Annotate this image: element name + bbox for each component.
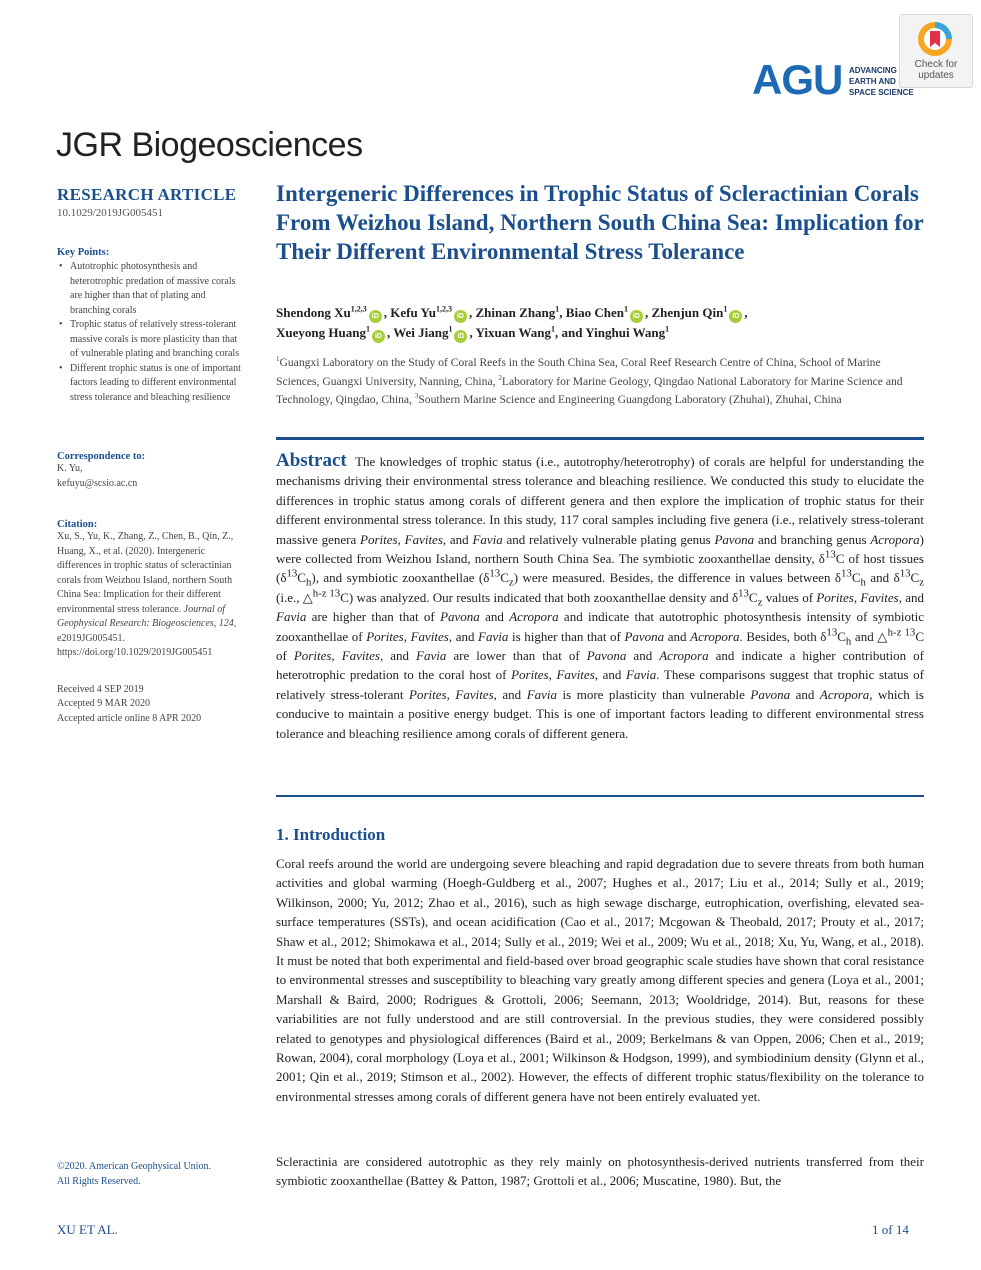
article-title: Intergeneric Differences in Trophic Status of Scleractinian Corals From Weizhou Island, Northern South China Sea: Implication for Their Different Environmental Stress Tolerance bbox=[276, 181, 924, 264]
key-points-list bbox=[57, 260, 242, 405]
orcid-icon[interactable]: iD bbox=[454, 330, 467, 343]
agu-logo-mark: AGU bbox=[752, 56, 843, 103]
key-point: • Autotrophic photosynthesis and heterotrophic predation of massive corals are higher than that of plating and branching corals bbox=[57, 260, 242, 318]
abstract: Abstract The knowledges of trophic status (i.e., autotrophy/heterotrophy) of corals are helpful for understanding the mechanisms driving their environmental stress tolerance and bleaching resilience. We conducted this study to elucidate the differences in trophic status among corals of different genera and then explore the implication of trophic status for their different environmental stress tolerance. In this study, 117 coral samples including five genera (i.e., relatively stress-tolerant massive genera Porites, Favites, and Favia and relatively vulnerable plating genus Pavona and branching genus Acropora) were collected from Weizhou Island, northern South China Sea. The symbiotic zooxanthellae density, $\delta^{13}C$ of host tissues $(\delta^{13}C_h)$, and symbiotic zooxanthellae $(\delta^{13}C_z)$ were measured. Besides, the difference in values between $\delta^{13}C_h$ and $\delta^{13}C_z$ (i.e., △$^{h-z 13}$C) was analyzed. Our results indicated that both zooxanthellae density and $\delta^{13}C_z$ values of Porites, Favites, and Favia are higher than that of Pavona and Acropora and indicate that autotrophic photosynthesis intensity of symbiotic zooxanthellae of Porites, Favites, and Favia is higher than that of Pavona and Acropora. Besides, both $\delta^{13}C_h$ and △$^{h-z 13}$C of Porites, Favites, and Favia are lower than that of Pavona and Acropora and indicate a higher contribution of heterotrophic predation to the coral host of Porites, Favites, and Favia. These comparisons suggest that trophic status of relatively stress-tolerant Porites, Favites, and Favia is more plasticity than vulnerable Pavona and Acropora, which is conducive to maintain a positive energy budget. This is one of important factors leading to different environmental stress tolerance and bleaching resilience among corals of different genera. bbox=[276, 450, 925, 741]
sidebar bbox=[57, 185, 242, 726]
abstract-label: Abstract bbox=[276, 450, 347, 471]
check-for-updates-label: Check for updates bbox=[914, 59, 958, 81]
orcid-icon[interactable]: iD bbox=[729, 310, 742, 323]
citation-text: Xu, S., Yu, K., Zhang, Z., Chen, B., Qin, Z., Huang, X., et al. (2020). Intergeneric differences in trophic status of scleractinian corals from Weizhou Island, northern South China Sea: Implication for their different environmental stress tolerance. Journal of Geophysical Research: Biogeosciences, 124, e2019JG005451. https://doi.org/10.1029/2019JG005451 bbox=[57, 531, 237, 658]
correspondence-name: K. Yu, bbox=[57, 463, 83, 474]
divider bbox=[276, 437, 924, 440]
bookmark-icon bbox=[917, 21, 953, 57]
intro-paragraph: Coral reefs around the world are undergoing severe bleaching and rapid degradation due to severe threats from both human activities and global warming (Hoegh-Guldberg et al., 2007; Hughes et al., 2017; Liu et al., 2014; Sully et al., 2019; Wilkinson, 2000; Yu, 2012; Zhao et al., 2016), such as high sewage discharge, eutrophication, overfishing, elevated sea-surface temperatures (SSTs), and ocean acidification (Cao et al., 2017; Mcgowan & Theobald, 2017; Prouty et al., 2017; Shaw et al., 2012; Shimokawa et al., 2014; Sully et al., 2019; Wei et al., 2009; Wu et al., 2018; Xu, Yu, Wang, et al., 2018). It must be noted that both experimental and field-based over broad geographic scale studies have shown that coral resistance to environmental stresses and susceptibility to bleaching vary greatly among different species and genera (Loya et al., 2001; Marshall & Baird, 2000; Rodrigues & Grottoli, 2006; Seemann, 2013; Wooldridge, 2014). But, reasons for these variabilities are not fully understood and are still controversial. In the previous studies, they were considered possibly related to genotypes and physiological differences (Baird et al., 2009; Berkelmans & van Oppen, 2006; Chen et al., 2019; Rowan, 2004), coral morphology (Loya et al., 2001; Wilkinson & Hodgson, 1999), and symbiodinium density (Glynn et al., 2001; Qin et al., 2019; Stimson et al., 2002). However, the effects of different trophic status/flexibility on the tolerance to environmental stresses among corals of different genera have not been entirely evaluated yet. bbox=[276, 856, 924, 1104]
affiliations: $^1$Guangxi Laboratory on the Study of Coral Reefs in the South China Sea, Coral Reef Research Centre of China, School of Marine Sciences, Guangxi University, Nanning, China, $^2$Laboratory for Marine Geology, Qingdao National Laboratory for Marine Science and Technology, Qingdao, China, $^3$Southern Marine Science and Engineering Guangdong Laboratory (Zhuhai), Zhuhai, China bbox=[276, 355, 903, 406]
received-date: Received 4 SEP 2019 bbox=[57, 683, 144, 695]
intro-paragraph: Scleractinia are considered autotrophic as they rely mainly on photosynthesis-derived nutrients transferred from their symbiotic zooxanthellae (Battey & Patton, 1987; Grottoli et al., 2006; Muscatine, 1980). But, the bbox=[276, 1154, 924, 1189]
accepted-date: Accepted 9 MAR 2020 bbox=[57, 698, 151, 709]
page-number: 1 of 14 bbox=[872, 1222, 909, 1237]
check-for-updates-badge[interactable] bbox=[899, 14, 973, 88]
divider bbox=[276, 795, 924, 797]
orcid-icon[interactable]: iD bbox=[372, 330, 385, 343]
citation-heading: Citation: bbox=[57, 519, 98, 530]
correspondence-heading: Correspondence to: bbox=[57, 451, 146, 462]
orcid-icon[interactable]: iD bbox=[454, 310, 467, 323]
correspondence-email[interactable]: kefuyu@scsio.ac.cn bbox=[57, 477, 138, 489]
key-point: • Trophic status of relatively stress-tolerant massive corals is more plasticity than that of vulnerable plating and branching corals bbox=[57, 318, 242, 362]
key-points-heading: Key Points: bbox=[57, 247, 110, 258]
doi[interactable]: 10.1029/2019JG005451 bbox=[57, 207, 164, 219]
author-list: Shendong Xu$^{1,2,3}$iD , Kefu Yu$^{1,2,3}$iD , Zhinan Zhang$^1$, Biao Chen$^1$iD , Zhenjun Qin$^1$iD , Xueyong Huang$^1$iD , Wei Jiang$^1$iD , Yixuan Wang$^1$, and Yinghui Wang$^1$ bbox=[276, 303, 926, 343]
online-date: Accepted article online 8 APR 2020 bbox=[57, 712, 202, 724]
agu-logo-tagline: ADVANCING EARTH AND SPACE SCIENCE bbox=[849, 66, 914, 97]
copyright: ©2020. American Geophysical Union. All Rights Reserved. bbox=[57, 1161, 211, 1187]
key-point: • Different trophic status is one of important factors leading to different environmental stress tolerance and bleaching resilience bbox=[57, 362, 242, 406]
footer-authors: XU ET AL. bbox=[57, 1222, 118, 1237]
orcid-icon[interactable]: iD bbox=[630, 310, 643, 323]
orcid-icon[interactable]: iD bbox=[369, 310, 382, 323]
journal-name: JGR Biogeosciences bbox=[56, 126, 363, 164]
section-heading: 1. Introduction bbox=[276, 825, 386, 844]
article-type: RESEARCH ARTICLE bbox=[57, 185, 237, 204]
